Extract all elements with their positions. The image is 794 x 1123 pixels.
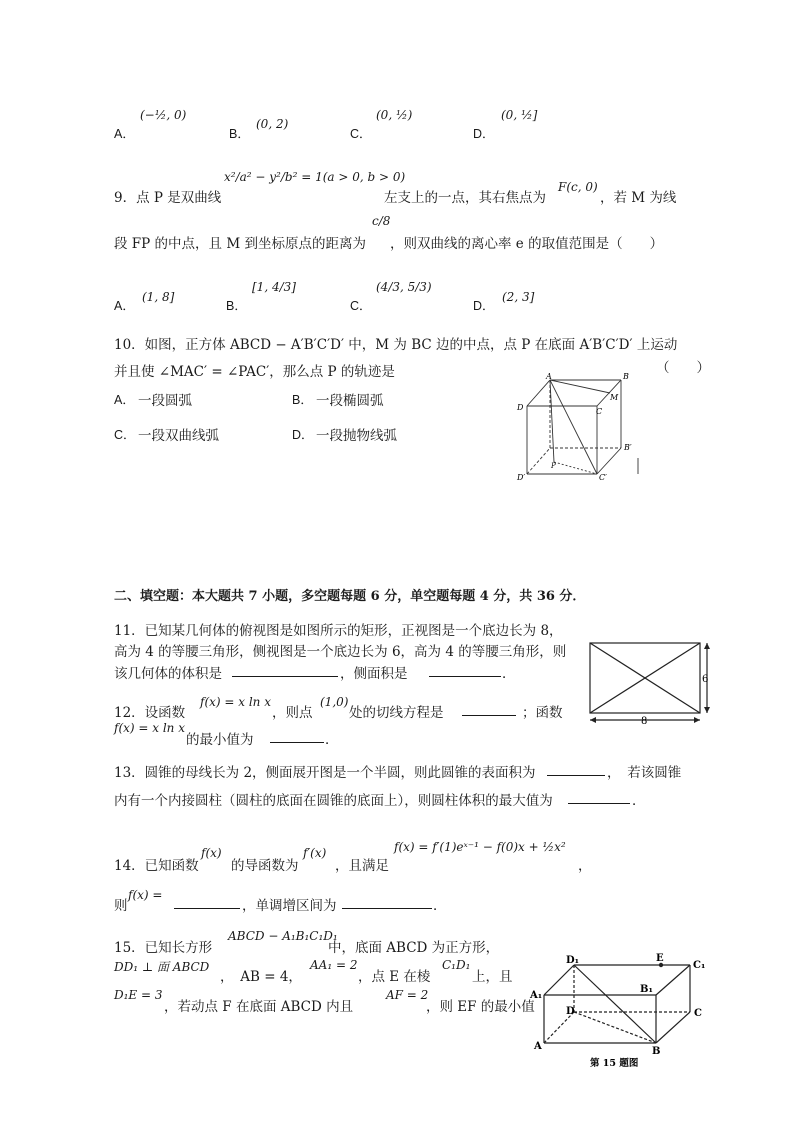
q9-option-a-label: A． [114, 299, 135, 313]
q8-option-b-value: (0, 2) [256, 117, 289, 131]
q10-label-bp: B′ [624, 443, 632, 452]
q10-label-cp: C′ [599, 473, 607, 482]
q14-line1-a: 14．已知函数 [114, 858, 199, 874]
q13-line2-b: ． [632, 793, 646, 809]
q15-line1-b: 中，底面 ABCD 为正方形， [328, 940, 500, 956]
q10-label-d: D [517, 403, 524, 412]
q11-fig-height: 6 [702, 674, 709, 685]
q15-label-a: A [534, 1041, 542, 1052]
q10-answer-paren: （ ） [656, 360, 710, 376]
q14-blank-fx[interactable] [174, 896, 240, 909]
q14-line2-b: ，单调增区间为 [242, 898, 337, 914]
q10-option-a-value: 一段圆弧 [138, 393, 192, 409]
q14-fpx: f′(x) [303, 846, 327, 860]
q8-option-d-value: (0, ½] [501, 108, 538, 122]
q12-line1-d: ；函数 [522, 705, 563, 721]
q12-line1-b: ，则点 [272, 705, 313, 721]
q15-box-figure [528, 950, 714, 1075]
q11-blank-lateral-area[interactable] [429, 664, 501, 677]
q9-option-c-label: C． [350, 299, 372, 313]
q10-label-dp: D′ [517, 473, 526, 482]
q15-caption: 第 15 题图 [590, 1058, 639, 1069]
q12-func-2: f(x) = x ln x [114, 721, 185, 735]
q11-fig-width: 8 [641, 716, 648, 727]
q15-label-e: E [656, 953, 664, 964]
q11-line2: 高为 4 的等腰三角形，侧视图是一个底边长为 6，高为 4 的等腰三角形，则 [114, 644, 567, 660]
q12-point: (1,0) [320, 695, 349, 709]
q10-label-c: C [596, 407, 603, 416]
q11-line3-b: ，侧面积是 [340, 666, 408, 682]
q8-option-b-label: B． [229, 127, 250, 141]
q15-label-a1: A₁ [530, 990, 543, 1001]
q13-blank-surface-area[interactable] [547, 763, 605, 776]
q9-text-c: ，若 M 为线 [600, 190, 677, 206]
q8-option-d-label: D． [473, 127, 495, 141]
q15-solid: ABCD − A₁B₁C₁D₁ [228, 929, 338, 943]
q10-option-d-label: D． [292, 428, 314, 442]
section-2-title: 二、填空题：本大题共 7 小题，多空题每题 6 分，单空题每题 4 分，共 36 分． [114, 589, 586, 604]
q14-line1-b: 的导函数为 [231, 858, 299, 874]
q15-label-c: C [694, 1008, 702, 1019]
q9-option-b-label: B． [226, 299, 247, 313]
q12-line2-b: 的最小值为 [186, 732, 254, 748]
q15-label-d1: D₁ [566, 955, 580, 966]
q11-line3-c: ． [502, 666, 516, 682]
q12-line2-c: ． [325, 732, 339, 748]
q14-line1-d: ， [578, 858, 592, 874]
q14-blank-interval[interactable] [342, 896, 432, 909]
q11-line3-a: 该几何体的体积是 [114, 666, 222, 682]
q10-line1: 10．如图，正方体 ABCD − A′B′C′D′ 中，M 为 BC 边的中点，点 P 在底面 A′B′C′D′ 上运动 [114, 337, 678, 353]
q13-line1-b: ， 若该圆锥 [607, 765, 682, 781]
q9-line2-a: 段 FP 的中点，且 M 到坐标原点的距离为 [114, 236, 366, 252]
q14-fx: f(x) [201, 846, 222, 860]
q15-line2-b: ， AB = 4， [220, 969, 302, 985]
q11-blank-volume[interactable] [232, 664, 338, 677]
q8-option-a-value: (−½, 0) [140, 108, 187, 122]
q9-option-b-value: [1, 4/3] [252, 280, 296, 294]
q12-line1-c: 处的切线方程是 [349, 705, 444, 721]
q15-line2-e: C₁D₁ [442, 958, 471, 972]
q14-line2-a: 则 [114, 898, 128, 914]
q15-line2-c: AA₁ = 2 [310, 958, 358, 972]
q15-label-b1: B₁ [640, 984, 653, 995]
q15-label-d: D [566, 1006, 575, 1017]
q8-option-c-label: C． [350, 127, 372, 141]
q9-text-b: 左支上的一点，其右焦点为 [384, 190, 546, 206]
q15-line1-a: 15．已知长方形 [114, 940, 213, 956]
q14-equation: f(x) = f′(1)eˣ⁻¹ − f(0)x + ½x² [394, 840, 566, 854]
q12-blank-tangent[interactable] [462, 703, 516, 716]
q9-option-d-value: (2, 3] [502, 290, 535, 304]
q14-line2-fx: f(x) = [128, 888, 163, 902]
q8-option-a-label: A． [114, 127, 135, 141]
q15-line3-a: D₁E = 3 [114, 988, 163, 1002]
q13-line1-a: 13．圆锥的母线长为 2，侧面展开图是一个半圆，则此圆锥的表面积为 [114, 765, 536, 781]
q15-line2-f: 上，且 [472, 969, 513, 985]
q10-option-b-value: 一段椭圆弧 [316, 393, 384, 409]
q10-option-d-value: 一段抛物线弧 [316, 428, 397, 444]
q15-label-b: B [652, 1046, 661, 1057]
q12-line1-a: 12．设函数 [114, 705, 186, 721]
q11-rectangle-figure [585, 638, 715, 730]
q13-line2-a: 内有一个内接圆柱（圆柱的底面在圆锥的底面上），则圆柱体积的最大值为 [114, 793, 553, 809]
q10-option-c-label: C． [114, 428, 136, 442]
q9-dist: c/8 [372, 214, 391, 228]
q10-label-b: B [623, 372, 629, 381]
q15-line3-c: AF = 2 [386, 988, 429, 1002]
q13-blank-max-volume[interactable] [568, 791, 630, 804]
q9-option-c-value: (4/3, 5/3) [376, 280, 432, 294]
q15-line2-d: ，点 E 在棱 [358, 969, 431, 985]
q10-line2: 并且使 ∠MAC′ = ∠PAC′，那么点 P 的轨迹是 [114, 364, 395, 380]
q14-line1-c: ，且满足 [335, 858, 389, 874]
q15-line3-b: ，若动点 F 在底面 ABCD 内且 [164, 999, 354, 1015]
q8-option-c-value: (0, ½) [376, 108, 413, 122]
q12-func: f(x) = x ln x [200, 695, 271, 709]
q9-option-a-value: (1, 8] [142, 290, 175, 304]
q10-cube-figure [510, 368, 650, 488]
q15-line2-a: DD₁ ⊥ 面 ABCD [114, 960, 210, 974]
q10-option-b-label: B． [292, 393, 313, 407]
q12-blank-minimum[interactable] [270, 730, 324, 743]
q9-focus: F(c, 0) [558, 180, 598, 194]
q9-line2-b: ，则双曲线的离心率 e 的取值范围是（ ） [390, 236, 664, 252]
q14-line2-c: ． [433, 898, 447, 914]
q10-label-a: A [546, 372, 552, 381]
q10-option-c-value: 一段双曲线弧 [138, 428, 219, 444]
q9-option-d-label: D． [473, 299, 495, 313]
q15-line3-d: ，则 EF 的最小值 [426, 999, 535, 1015]
q9-equation: x²/a² − y²/b² = 1(a > 0, b > 0) [224, 170, 406, 184]
q9-text-a: 9．点 P 是双曲线 [114, 190, 222, 206]
q15-label-c1: C₁ [693, 960, 706, 971]
q10-label-p: P [551, 462, 556, 470]
q10-option-a-label: A． [114, 393, 135, 407]
q11-line1: 11．已知某几何体的俯视图是如图所示的矩形，正视图是一个底边长为 8， [114, 623, 563, 639]
q10-label-m: M [610, 393, 619, 402]
